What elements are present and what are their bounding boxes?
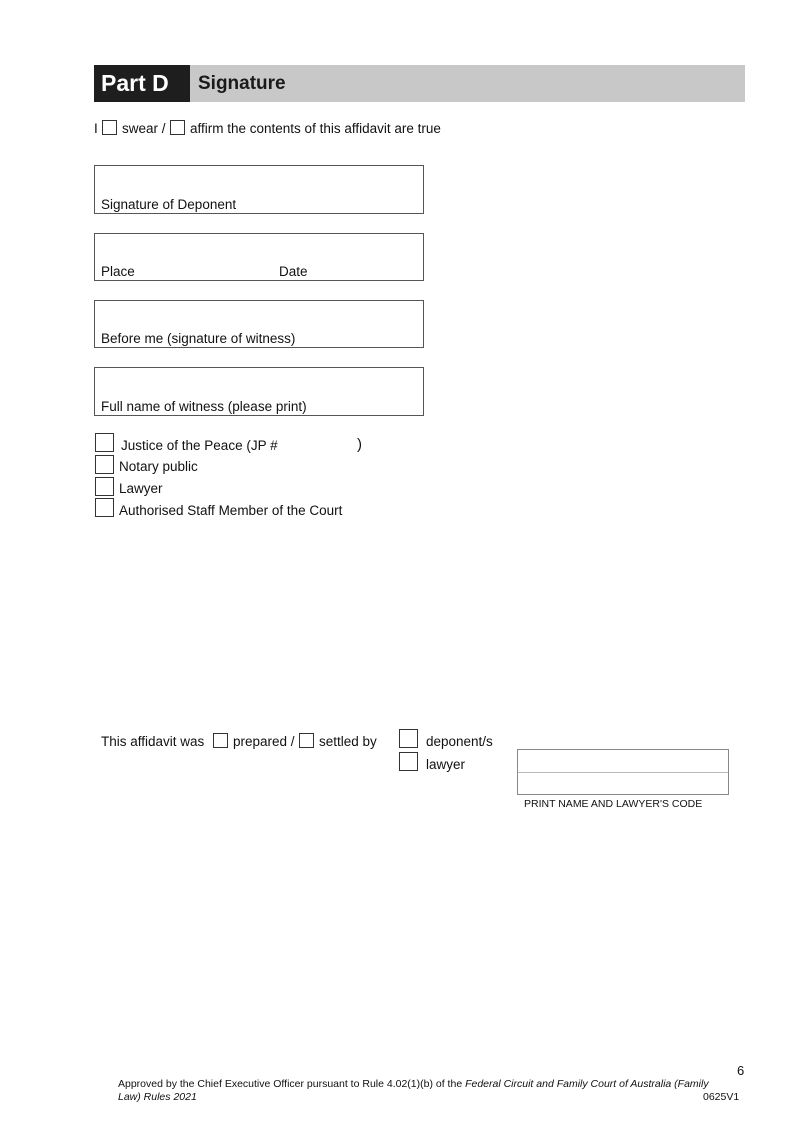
witness-signature-label: Before me (signature of witness) [101,331,296,346]
lawyer-code-field[interactable] [517,749,729,795]
approval-line-2: Law) Rules 2021 [118,1091,197,1103]
prepared-label: prepared / [233,734,295,749]
lawyer-witness-label: Lawyer [119,481,163,496]
part-label: Part D [94,65,190,102]
approval-plain: Approved by the Chief Executive Officer pursuant to Rule 4.02(1)(b) of the [118,1078,466,1090]
swear-label: swear / [122,121,166,136]
oath-prefix: I [94,121,98,136]
swear-checkbox[interactable] [102,120,117,135]
notary-label: Notary public [119,459,198,474]
place-label: Place [101,264,135,279]
place-date-field[interactable] [94,233,424,281]
lawyer-option-checkbox[interactable] [399,752,418,771]
lawyer-witness-checkbox[interactable] [95,477,114,496]
deponent-signature-field[interactable] [94,165,424,214]
jp-close-paren: ) [357,436,362,453]
witness-name-field[interactable] [94,367,424,416]
settled-label: settled by [319,734,377,749]
approval-rules-title: Federal Circuit and Family Court of Australia (Family [465,1078,709,1090]
lawyer-code-divider [518,772,728,773]
approval-line-1 [118,1078,709,1090]
prepared-checkbox[interactable] [213,733,228,748]
court-staff-checkbox[interactable] [95,498,114,517]
section-title: Signature [198,73,286,94]
lawyer-option-label: lawyer [426,757,466,772]
affirm-label: affirm the contents of this affidavit are true [190,121,441,136]
notary-checkbox[interactable] [95,455,114,474]
jp-checkbox[interactable] [95,433,114,452]
page-number: 6 [737,1063,745,1078]
witness-name-label: Full name of witness (please print) [101,399,307,414]
date-label: Date [279,264,308,279]
form-code: 0625V1 [703,1091,740,1103]
court-staff-label: Authorised Staff Member of the Court [119,503,343,518]
affirm-checkbox[interactable] [170,120,185,135]
deponent-signature-label: Signature of Deponent [101,197,237,212]
deponent-option-label: deponent/s [426,734,493,749]
witness-signature-field[interactable] [94,300,424,348]
prepared-prefix: This affidavit was [101,734,205,749]
jp-label: Justice of the Peace (JP # [121,438,278,453]
settled-checkbox[interactable] [299,733,314,748]
deponent-option-checkbox[interactable] [399,729,418,748]
lawyer-code-caption: PRINT NAME AND LAWYER'S CODE [524,798,703,810]
part-header-bar [94,65,745,102]
